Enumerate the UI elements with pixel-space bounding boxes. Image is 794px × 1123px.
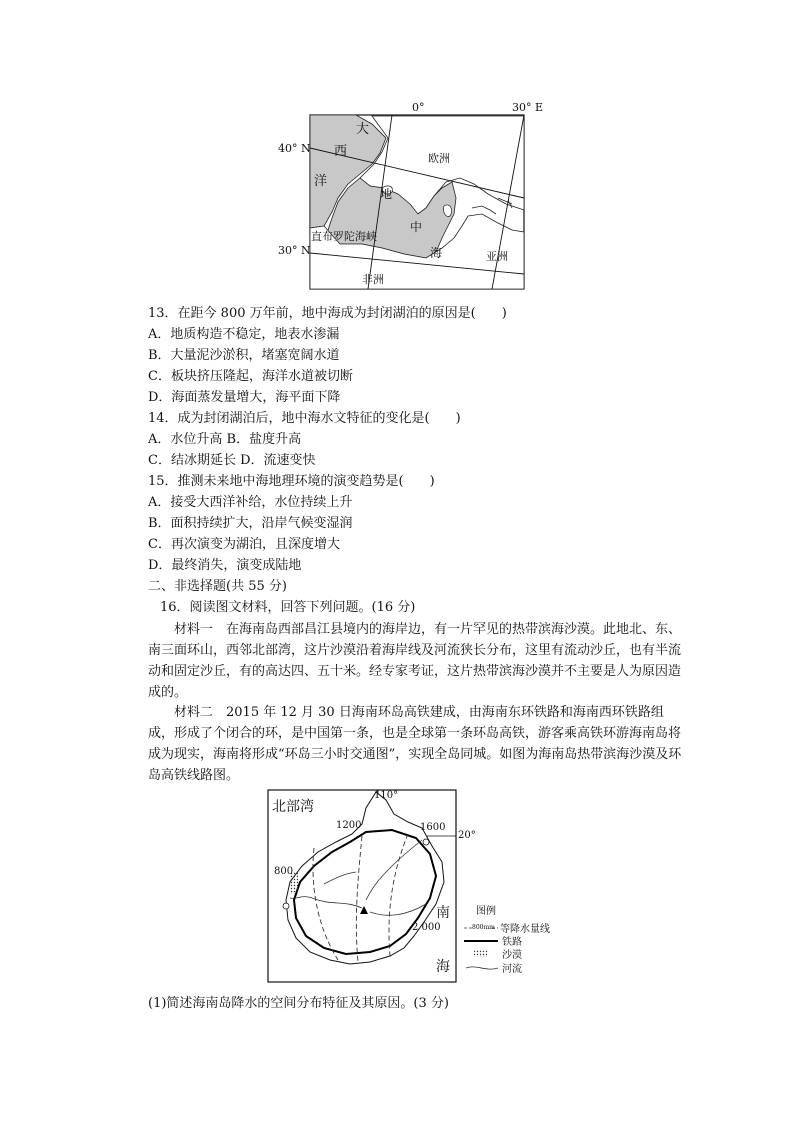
- label-asia: 亚洲: [486, 250, 508, 263]
- q13-option-a: A．地质构造不稳定，地表水渗漏: [148, 327, 340, 342]
- label-africa: 非洲: [362, 273, 384, 286]
- label-20-lat: 20°: [458, 830, 476, 841]
- isoline-1600: 1600: [420, 822, 446, 833]
- label-di: 地: [380, 187, 393, 201]
- q15-option-d: D．最终消失，演变成陆地: [148, 558, 302, 573]
- legend-isoline: 等降水量线: [500, 924, 550, 935]
- q15-option-c: C．再次演变为湖泊，且深度增大: [148, 537, 340, 552]
- isoline-1200: 1200: [336, 820, 362, 831]
- q15-option-b: B．面积持续扩大，沿岸气候变湿润: [148, 516, 353, 531]
- label-nan: 南: [436, 905, 450, 921]
- lon-0-label: 0°: [412, 101, 425, 114]
- legend-desert: 沙漠: [502, 950, 522, 961]
- q14-options-ab: A．水位升高 B．盐度升高: [148, 432, 302, 447]
- label-yang: 洋: [314, 174, 328, 189]
- label-beibuwan: 北部湾: [272, 799, 314, 815]
- material-two: 材料二 2015 年 12 月 30 日海南环岛高铁建成，由海南东环铁路和海南西环铁路组成，形成了个闭合的环，是中国第一条，也是全球第一条环岛高铁，游客乘高铁环游海南岛将成为现实，海南将形成“环岛三小时交通图”，实现全岛同城。如图为海南岛热带滨海沙漠及环岛高铁线路图。: [148, 705, 682, 783]
- mediterranean-map: [276, 98, 544, 298]
- label-europe: 欧洲: [428, 152, 450, 165]
- mediterranean-map-svg: [276, 98, 536, 298]
- q15-stem: 15．推测未来地中海地理环境的演变趋势是( ): [148, 474, 435, 489]
- q16-stem: 16．阅读图文材料，回答下列问题。(16 分): [160, 600, 416, 615]
- legend-isoline-sample: 800mm: [472, 924, 495, 931]
- hainan-map-svg: [266, 788, 596, 988]
- q14-stem: 14．成为封闭湖泊后，地中海水文特征的变化是( ): [148, 411, 461, 426]
- legend-railway: 铁路: [502, 937, 522, 948]
- lat-40n-label: 40° N: [278, 142, 311, 155]
- label-zhong: 中: [410, 220, 423, 234]
- lat-30n-label: 30° N: [278, 244, 311, 257]
- legend-title: 图例: [476, 906, 496, 917]
- hainan-map: [266, 788, 596, 988]
- label-110-lon: 110°: [374, 790, 399, 801]
- label-hai: 海: [430, 246, 443, 260]
- label-gibraltar: 直布罗陀海峡: [311, 230, 377, 243]
- isoline-800: 800: [274, 866, 294, 877]
- label-xi: 西: [334, 144, 348, 159]
- label-hai: 海: [436, 959, 450, 975]
- isoline-2000: 2 000: [412, 922, 441, 933]
- label-da: 大: [356, 122, 370, 137]
- q13-option-b: B．大量泥沙淤积，堵塞宽阔水道: [148, 348, 340, 363]
- q15-option-a: A．接受大西洋补给，水位持续上升: [148, 495, 353, 510]
- subquestion-1: (1)简述海南岛降水的空间分布特征及其原因。(3 分): [148, 996, 449, 1011]
- q13-option-c: C．板块挤压隆起，海洋水道被切断: [148, 369, 353, 384]
- lon-30e-label: 30° E: [512, 101, 544, 114]
- material-one: 材料一 在海南岛西部昌江县境内的海岸边，有一片罕见的热带滨海沙漠。此地北、东、南三面环山，西邻北部湾，这片沙漠沿着海岸线及河流狭长分布，这里有流动沙丘，也有半流动和固定沙丘，有的高达四、五十米。经专家考证，这片热带滨海沙漠并不主要是人为原因造成的。: [148, 622, 682, 700]
- section-heading: 二、非选择题(共 55 分): [148, 579, 287, 594]
- q14-options-cd: C．结冰期延长 D．流速变快: [148, 453, 316, 468]
- legend-river: 河流: [502, 964, 522, 975]
- q13-option-d: D．海面蒸发量增大，海平面下降: [148, 390, 341, 405]
- q13-stem: 13．在距今 800 万年前，地中海成为封闭湖泊的原因是( ): [148, 306, 507, 321]
